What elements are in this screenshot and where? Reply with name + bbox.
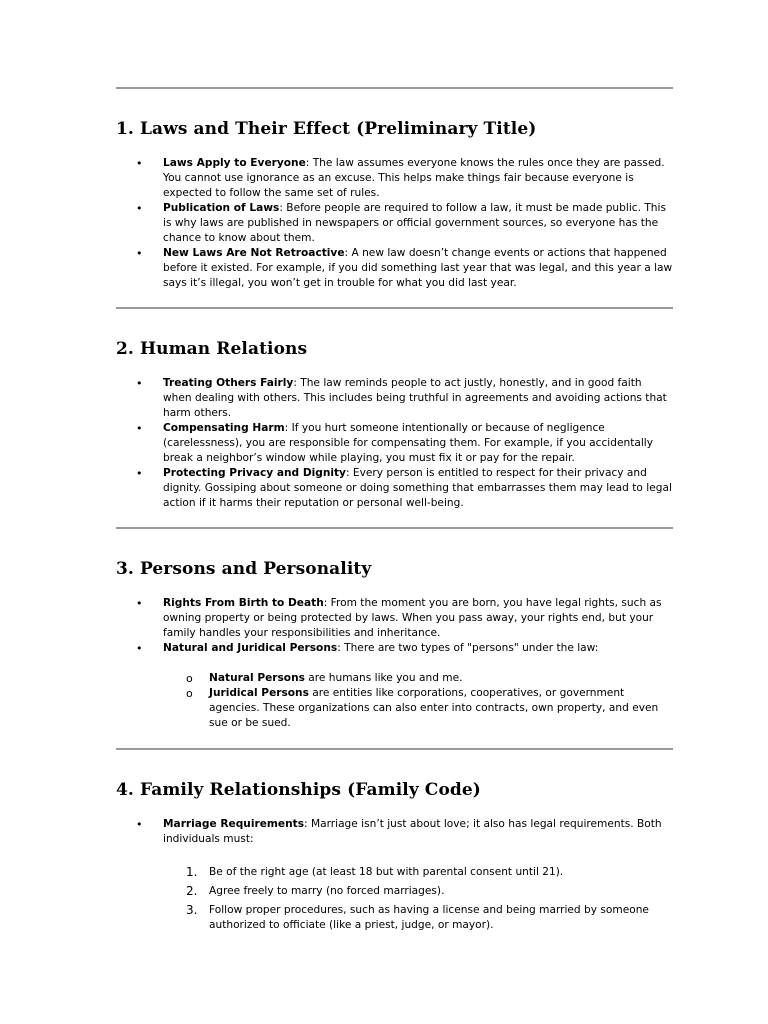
item-term: Treating Others Fairly: [163, 377, 294, 389]
section-divider: [116, 527, 673, 529]
item-term: Natural Persons: [209, 672, 305, 684]
item-term: Juridical Persons: [209, 687, 309, 699]
item-text: : From the moment you are born, you have legal rights, such as owning property or being protected by laws. When you pass away, your rights end, but your family handles your responsibilities and inheritance.: [163, 597, 662, 639]
item-text: : There are two types of "persons" under the law:: [337, 642, 599, 654]
section-divider: [116, 748, 673, 750]
bullet-list: [116, 376, 673, 511]
item-term: Protecting Privacy and Dignity: [163, 467, 346, 479]
list-item: [116, 376, 673, 421]
bullet-list: [116, 596, 673, 656]
section-heading-laws: 1. Laws and Their Effect (Preliminary Title): [116, 119, 537, 139]
document-body: [116, 87, 673, 933]
item-text: Follow proper procedures, such as having a license and being married by someone authorized to officiate (like a priest, judge, or mayor).: [209, 904, 649, 931]
list-item: [116, 596, 673, 641]
section-heading-family: 4. Family Relationships (Family Code): [116, 780, 481, 800]
list-item: [116, 641, 673, 656]
item-term: Natural and Juridical Persons: [163, 642, 338, 654]
sub-list-item: [116, 671, 673, 686]
sub-bullet-list: [116, 671, 673, 731]
item-term: Compensating Harm: [163, 422, 285, 434]
item-text: are humans like you and me.: [304, 672, 463, 684]
item-text: are entities like corporations, cooperatives, or government agencies. These organizations can also enter into contracts, own property, and even sue or be sued.: [209, 687, 659, 729]
item-text: : If you hurt someone intentionally or because of negligence (carelessness), you are responsible for compensating them. For example, if you accidentally break a neighbor’s window while playing, you must fix it or pay for the repair.: [163, 422, 653, 464]
bullet-list: [116, 156, 673, 291]
item-term: Rights From Birth to Death: [163, 597, 324, 609]
list-item: [116, 817, 673, 847]
item-text: : Marriage isn’t just about love; it also has legal requirements. Both individuals must:: [163, 818, 662, 845]
item-number: 2.: [186, 884, 198, 898]
item-text: : The law assumes everyone knows the rules once they are passed. You cannot use ignorance as an excuse. This helps make things fair because everyone is expected to follow the same set of rules.: [163, 157, 665, 199]
item-number: 3.: [186, 903, 198, 917]
list-item: [116, 156, 673, 201]
section-heading-persons: 3. Persons and Personality: [116, 559, 372, 579]
section-heading-human-relations: 2. Human Relations: [116, 339, 308, 359]
numbered-item: [116, 884, 673, 899]
section-divider: [116, 307, 673, 309]
section-divider: [116, 87, 673, 89]
item-term: Marriage Requirements: [163, 818, 305, 830]
list-item: [116, 201, 673, 246]
item-text: : The law reminds people to act justly, honestly, and in good faith when dealing with others. This includes being truthful in agreements and avoiding actions that harm others.: [163, 377, 667, 419]
list-item: [116, 466, 673, 511]
item-text: Agree freely to marry (no forced marriages).: [209, 885, 445, 897]
item-term: New Laws Are Not Retroactive: [163, 247, 345, 259]
item-term: Laws Apply to Everyone: [163, 157, 306, 169]
item-text: : Before people are required to follow a law, it must be made public. This is why laws are published in newspapers or official government sources, so everyone has the chance to know about them.: [163, 202, 666, 244]
bullet-list: [116, 817, 673, 847]
numbered-item: [116, 903, 673, 933]
item-text: : Every person is entitled to respect for their privacy and dignity. Gossiping about someone or doing something that embarrasses them may lead to legal action if it harms their reputation or personal well-being.: [163, 467, 672, 509]
item-term: Publication of Laws: [163, 202, 280, 214]
numbered-list: [116, 865, 673, 933]
list-item: [116, 421, 673, 466]
sub-list-item: [116, 686, 673, 731]
item-text: : A new law doesn’t change events or actions that happened before it existed. For example, if you did something last year that was legal, and this year a law says it’s illegal, you won’t get in trouble for what you did last year.: [163, 247, 673, 289]
list-item: [116, 246, 673, 291]
item-text: Be of the right age (at least 18 but with parental consent until 21).: [209, 866, 564, 878]
numbered-item: [116, 865, 673, 880]
item-number: 1.: [186, 865, 198, 879]
